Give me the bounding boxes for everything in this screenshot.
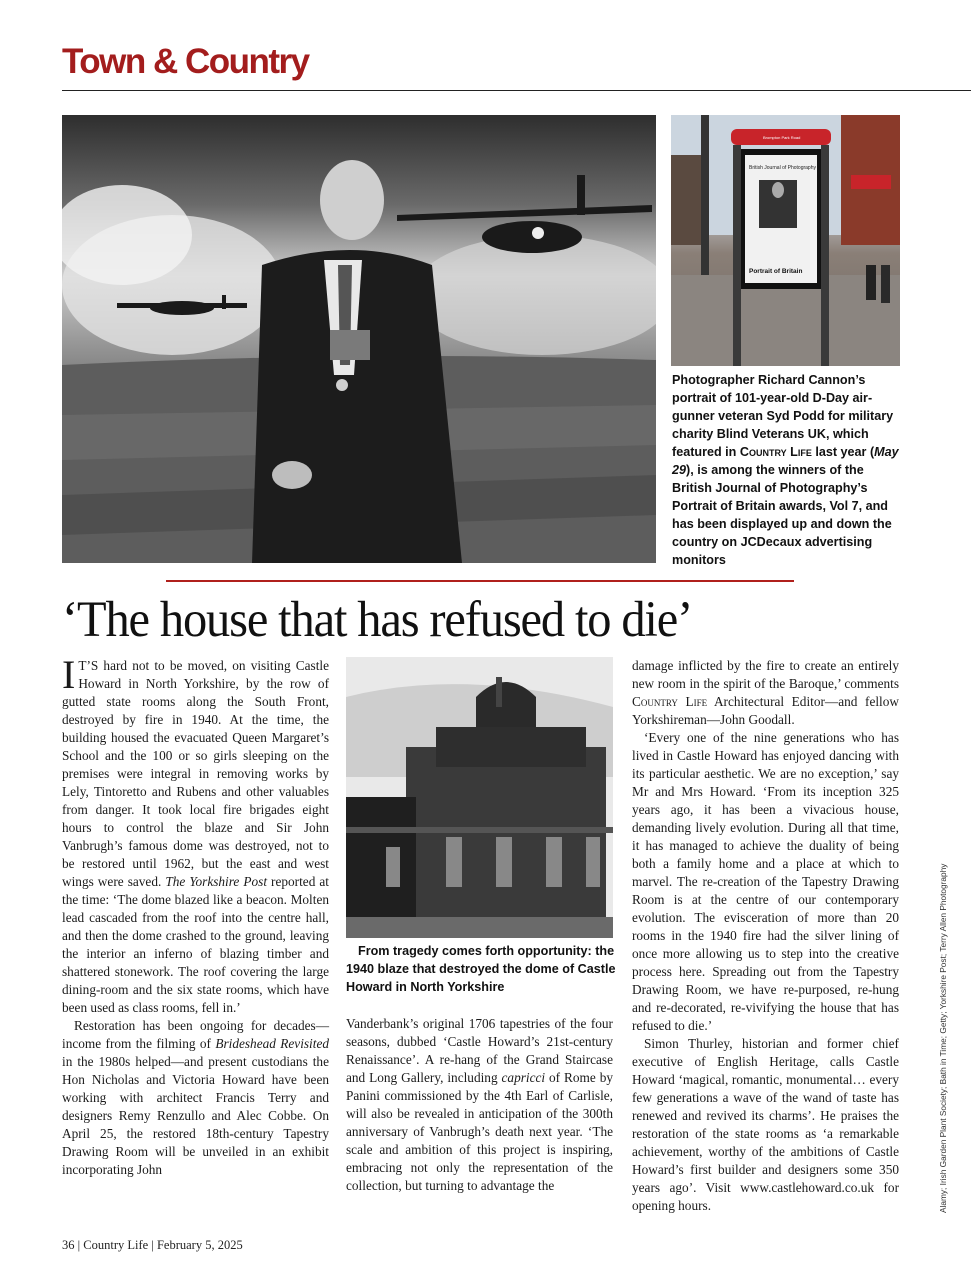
photo-credits: Alamy; Irish Garden Plant Society; Bath in Time; Getty; Yorkshire Post; Terry Allen Photography <box>938 863 948 1213</box>
article-column-3 <box>632 657 899 1215</box>
veteran-figure <box>252 160 462 563</box>
article-headline: ‘The house that has refused to die’ <box>62 592 693 648</box>
article-paragraph: Vanderbank’s original 1706 tapestries of the four seasons, dubbed ‘Castle Howard’s 21st-century Renaissance’. A re-hang of the Grand Staircase and Long Gallery, including capricci of Rome by Panini commissioned by the 4th Earl of Carlisle, will also be revealed in anticipation of the 300th anniversary of Vanbrugh’s death next year. ‘The scale and ambition of this project is inspiring, embracing not only the representation of the collection, but turning to advantage the <box>346 1016 613 1193</box>
veteran-portrait-photo <box>62 115 656 563</box>
section-title: Town & Country <box>62 42 309 81</box>
headline-rule <box>166 580 794 582</box>
drop-cap: I <box>62 652 76 697</box>
poster-title-text: Portrait of Britain <box>749 268 803 275</box>
article-paragraph: I T’S hard not to be moved, on visiting Castle Howard in North Yorkshire, by the row of gutted state rooms along the South Front, destroyed by fire in 1940. At the time, the building housed the evacuated Queen Margaret’s School and the 100 or so girls sleeping on the premises were integral in removing works by Lely, Tintoretto and Rubens and other valuables from danger. It took local fire brigades eight hours to control the blaze and Sir John Vanbrugh’s famous dome was destroyed, not to be restored until 1962, but the east and west wings were saved. The Yorkshire Post reported at the time: ‘The dome blazed like a beacon. Molten lead cascaded from the roof into the centre hall, and then the dome crashed to the ground, leaving the interior an inferno of blazing timber and shattered stonework. The roof covering the large dining-room and the six state rooms, which have been used as class rooms, fell in.’ <box>62 652 329 1015</box>
page-number: 36 <box>62 1238 75 1252</box>
header-rule <box>62 90 971 91</box>
footer-magazine: Country Life <box>83 1238 149 1252</box>
castle-fire-photo <box>346 657 613 938</box>
article-paragraph: damage inflicted by the fire to create an entirely new room in the spirit of the Baroque,’ comments Country Life Architectural Editor—and fellow Yorkshireman—John Goodall. <box>632 658 899 727</box>
article-column-1 <box>62 652 329 1179</box>
article-paragraph: ‘Every one of the nine generations who has lived in Castle Howard has enjoyed dancing with its particular aesthetic. We are no exception,’ say Mr and Mrs Howard. ‘From its inception 325 years ago, it has been a vivacious house, demanding lively evolution. During all that time, it has managed to achieve the duality of being both a family home and a place at which to marvel. The re-creation of the Tapestry Drawing Room is at the centre of our contemporary evolution. The evisceration of more than 20 rooms in the 1940 fire had the silver lining of once more allowing us to step into the creative process here. Spreading out from the Tapestry Drawing Room, we have re-purposed, re-hung and re-decorated, re-vivifying the house that has refused to die.’ <box>632 730 899 1033</box>
shelter-sign-text: Brompton Park Road <box>763 135 801 140</box>
portrait-caption: Photographer Richard Cannon’s portrait of 101-year-old D-Day air-gunner veteran Syd Podd for military charity Blind Veterans UK, which featured in Country Life last year (May 29), is among the winners of the British Journal of Photography’s Portrait of Britain awards, Vol 7, and has been displayed up and down the country on JCDecaux advertising monitors <box>672 373 899 567</box>
bus-shelter-photo <box>671 115 900 366</box>
poster-header-text: British Journal of Photography <box>749 165 816 171</box>
glider-aircraft-right <box>397 175 652 253</box>
article-paragraph: Restoration has been ongoing for decades—income from the filming of Brideshead Revisited in the 1980s helped—and present custodians the Hon Nicholas and Victoria Howard have been working with architect Francis Terry and designers Remy Renzullo and Alec Cobbe. On April 25, the restored 18th-century Tapestry Drawing Room will be unveiled in an exhibit incorporating John <box>62 1018 329 1177</box>
fire-photo-caption: From tragedy comes forth opportunity: the 1940 blaze that destroyed the dome of Castle Howard in North Yorkshire <box>346 944 616 994</box>
article-paragraph: Simon Thurley, historian and former chief executive of English Heritage, calls Castle Howard ‘magical, romantic, monumental… every few generations a wave of the wand of taste has renewed and revived its charms’. He praises the restoration of the state rooms as ‘a remarkable achievement, worthy of the ambitions of Castle Howard’s first builder and designers some 350 years ago’. Visit www.castlehoward.co.uk for opening hours. <box>632 1036 899 1213</box>
footer-date: February 5, 2025 <box>156 1238 243 1252</box>
page-footer: 36 | Country Life | February 5, 2025 <box>62 1238 243 1252</box>
